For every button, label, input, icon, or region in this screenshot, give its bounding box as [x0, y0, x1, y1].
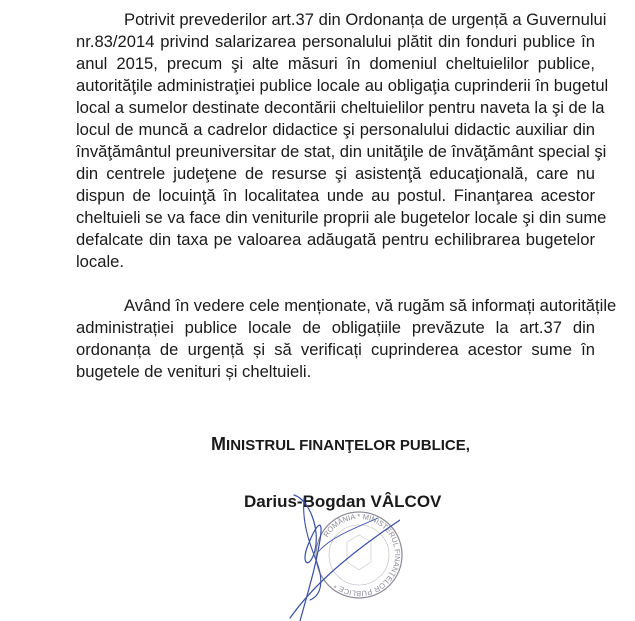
text-line: dispun de locuinţă în localitatea unde au postul. Finanţarea acestor [76, 186, 595, 205]
ministry-title-initial: M [211, 434, 227, 454]
signer-name: Darius-Bogdan VÂLCOV [244, 492, 442, 511]
ministry-title [0, 434, 635, 455]
text-line: administrației publice locale de obligațiile prevăzute la art.37 din [76, 318, 595, 337]
text-line: cheltuieli se va face din veniturile proprii ale bugetelor locale şi din sume [76, 208, 607, 227]
handwritten-signature [280, 490, 400, 621]
text-line: Potrivit prevederilor art.37 din Ordonanța de urgență a Guvernului [124, 10, 607, 29]
text-line: ordonanța de urgență și să verificați cuprinderea acestor sume în [76, 340, 595, 359]
stamp-text: ROMÂNIA * MINISTERUL FINANŢELOR PUBLICE * [321, 511, 403, 599]
text-line: nr.83/2014 privind salarizarea personalului plătit din fonduri publice în [76, 32, 595, 51]
text-line: anul 2015, precum şi alte măsuri în domeniul cheltuielilor publice, [76, 54, 595, 73]
text-line: locul de muncă a cadrelor didactice şi personalului didactic auxiliar din [76, 120, 595, 139]
ministry-title-rest: INISTRUL FINANŢELOR PUBLICE, [226, 437, 470, 454]
paragraph-legal-provision [76, 9, 609, 273]
text-line: local a sumelor destinate decontării cheltuielilor pentru naveta la şi de la [76, 98, 605, 117]
text-line: învăţământul preuniversitar de stat, din unităţile de învăţământ special şi [76, 142, 607, 161]
text-line: autorităţile administraţiei publice locale au obligaţia cuprinderii în bugetul [76, 76, 609, 95]
text-line: locale. [76, 252, 124, 271]
text-line: din centrele judeţene de resurse şi asistenţă educaţională, care nu [76, 164, 595, 183]
text-line: bugetele de venituri și cheltuieli. [76, 362, 312, 381]
text-line: defalcate din taxa pe valoarea adăugată pentru echilibrarea bugetelor [76, 230, 595, 249]
paragraph-request [76, 295, 617, 383]
text-line: Având în vedere cele menționate, vă rugăm să informați autoritățile [124, 296, 617, 315]
